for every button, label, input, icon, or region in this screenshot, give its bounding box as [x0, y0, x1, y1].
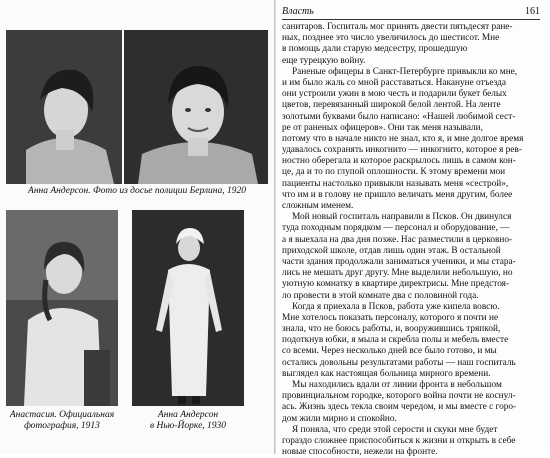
police-photo-front — [124, 30, 268, 184]
caption-line: фотография, 1913 — [24, 421, 100, 431]
text-line: золотыми буквами было написано: «Нашей любимой сест- — [282, 111, 516, 122]
page-number: 161 — [525, 6, 540, 17]
text-line: в помощь дали старую медсестру, прошедшую — [282, 44, 468, 55]
text-line: потому что в начале никто не знал, кто я, и мне долгое время — [282, 133, 524, 144]
text-line: лись не мешать друг другу. Мне выделили небольшую, но — [282, 268, 513, 279]
text-line: удавалось сохранять инкогнито — инкогнито, которое я рев- — [282, 145, 522, 156]
page-header — [282, 6, 540, 18]
text-line: остались довольны результатами работы — наш госпиталь — [282, 357, 516, 368]
police-photo-profile — [6, 30, 122, 184]
text-line: гораздо сложнее приспособиться к жизни и открыть в себе — [282, 435, 516, 446]
text-line: со всеми. Через несколько дней все было готово, и мы — [282, 346, 497, 357]
text-line: Мне хотелось показать персоналу, которого я почти не — [282, 312, 499, 323]
text-line: Раненые офицеры в Санкт-Петербурге привыкли ко мне, — [292, 66, 518, 77]
caption-line: Анна Андерсон — [157, 410, 219, 420]
text-line: Я поняла, что среди этой серости и скуки мне будет — [292, 424, 498, 435]
caption-anastasia-photo — [6, 410, 118, 432]
text-line: дом жили мирно и спокойно. — [282, 413, 397, 424]
text-line: сложным именем. — [282, 201, 354, 211]
text-line: и им было жаль со мной расставаться. Накануне отъезда — [282, 77, 507, 88]
header-rule — [282, 19, 540, 20]
text-line: цветов, перевязанный широкой белой лентой. На ленте — [282, 100, 501, 111]
text-line: провинциальном городке, которого война почти не коснул- — [282, 391, 516, 402]
text-line: ностно оберегала и которое раскрылось лишь в самом кон- — [282, 156, 516, 167]
text-line: це, да и то по глупой оплошности. К этому времени мои — [282, 167, 506, 178]
text-line: что им и в голову не пришло величать меня другим, более — [282, 189, 513, 200]
caption-new-york-photo — [132, 410, 244, 432]
text-line: ло провести в этой комнате два с половиной года. — [282, 290, 479, 301]
text-line: выглядел как настоящая больница мирного времени. — [282, 368, 491, 379]
text-line: знала, что не боюсь работы, и, вооружившись тряпкой, — [282, 324, 501, 335]
text-line: а я выехала на два дня позже. Нас разместили в церковно- — [282, 234, 513, 245]
text-line: Мой новый госпиталь направили в Псков. Он двинулся — [292, 212, 512, 223]
right-page — [276, 0, 550, 458]
text-line: Мы находились вдали от линии фронта в небольшом — [292, 380, 502, 390]
text-line: они устроили ужин в мою честь и подарили букет белых — [282, 89, 507, 100]
text-line: еще турецкую войну. — [282, 55, 366, 66]
caption-line: Анастасия. Официальная — [9, 410, 115, 420]
text-line: подоткнув юбки, я мыла и скребла полы и мебель вместе — [282, 335, 509, 346]
text-line: туда походным порядком — персонал и оборудование, — — [282, 223, 510, 234]
text-line: Когда я приехала в Псков, работа уже кипела вовсю. — [292, 301, 500, 312]
text-line: ных, позднее это число увеличилось до шестисот. Мне — [282, 33, 500, 44]
left-page — [0, 0, 274, 454]
text-line: санитаров. Госпиталь мог принять двести пятьдесят ране- — [282, 22, 513, 32]
anastasia-official-photo — [6, 210, 118, 406]
text-line: новые способности, нежели на фронте. — [282, 447, 438, 458]
caption-line: в Нью-Йорке, 1930 — [149, 421, 227, 431]
running-title: Власть — [282, 6, 314, 17]
text-line: уютную комнатку в квартире директрисы. Мне предстоя- — [282, 279, 510, 290]
caption-police-photo: Анна Андерсон. Фото из досье полиции Берлина, 1920 — [28, 186, 246, 196]
text-line: ре от раненых офицеров». Они так меня называли, — [282, 122, 483, 133]
text-line: пациенты настолько привыкли называть меня «сестрой», — [282, 178, 509, 189]
body-text — [282, 22, 540, 458]
text-line: ась. Жизнь здесь текла своим чередом, и мы вместе с горо- — [282, 402, 517, 413]
text-line: части здания продолжали заниматься ученики, и мы стара- — [282, 256, 516, 267]
anna-anderson-new-york-photo — [132, 210, 244, 406]
text-line: приходской школе, отдав лишь один этаж. В остальной — [282, 245, 501, 256]
